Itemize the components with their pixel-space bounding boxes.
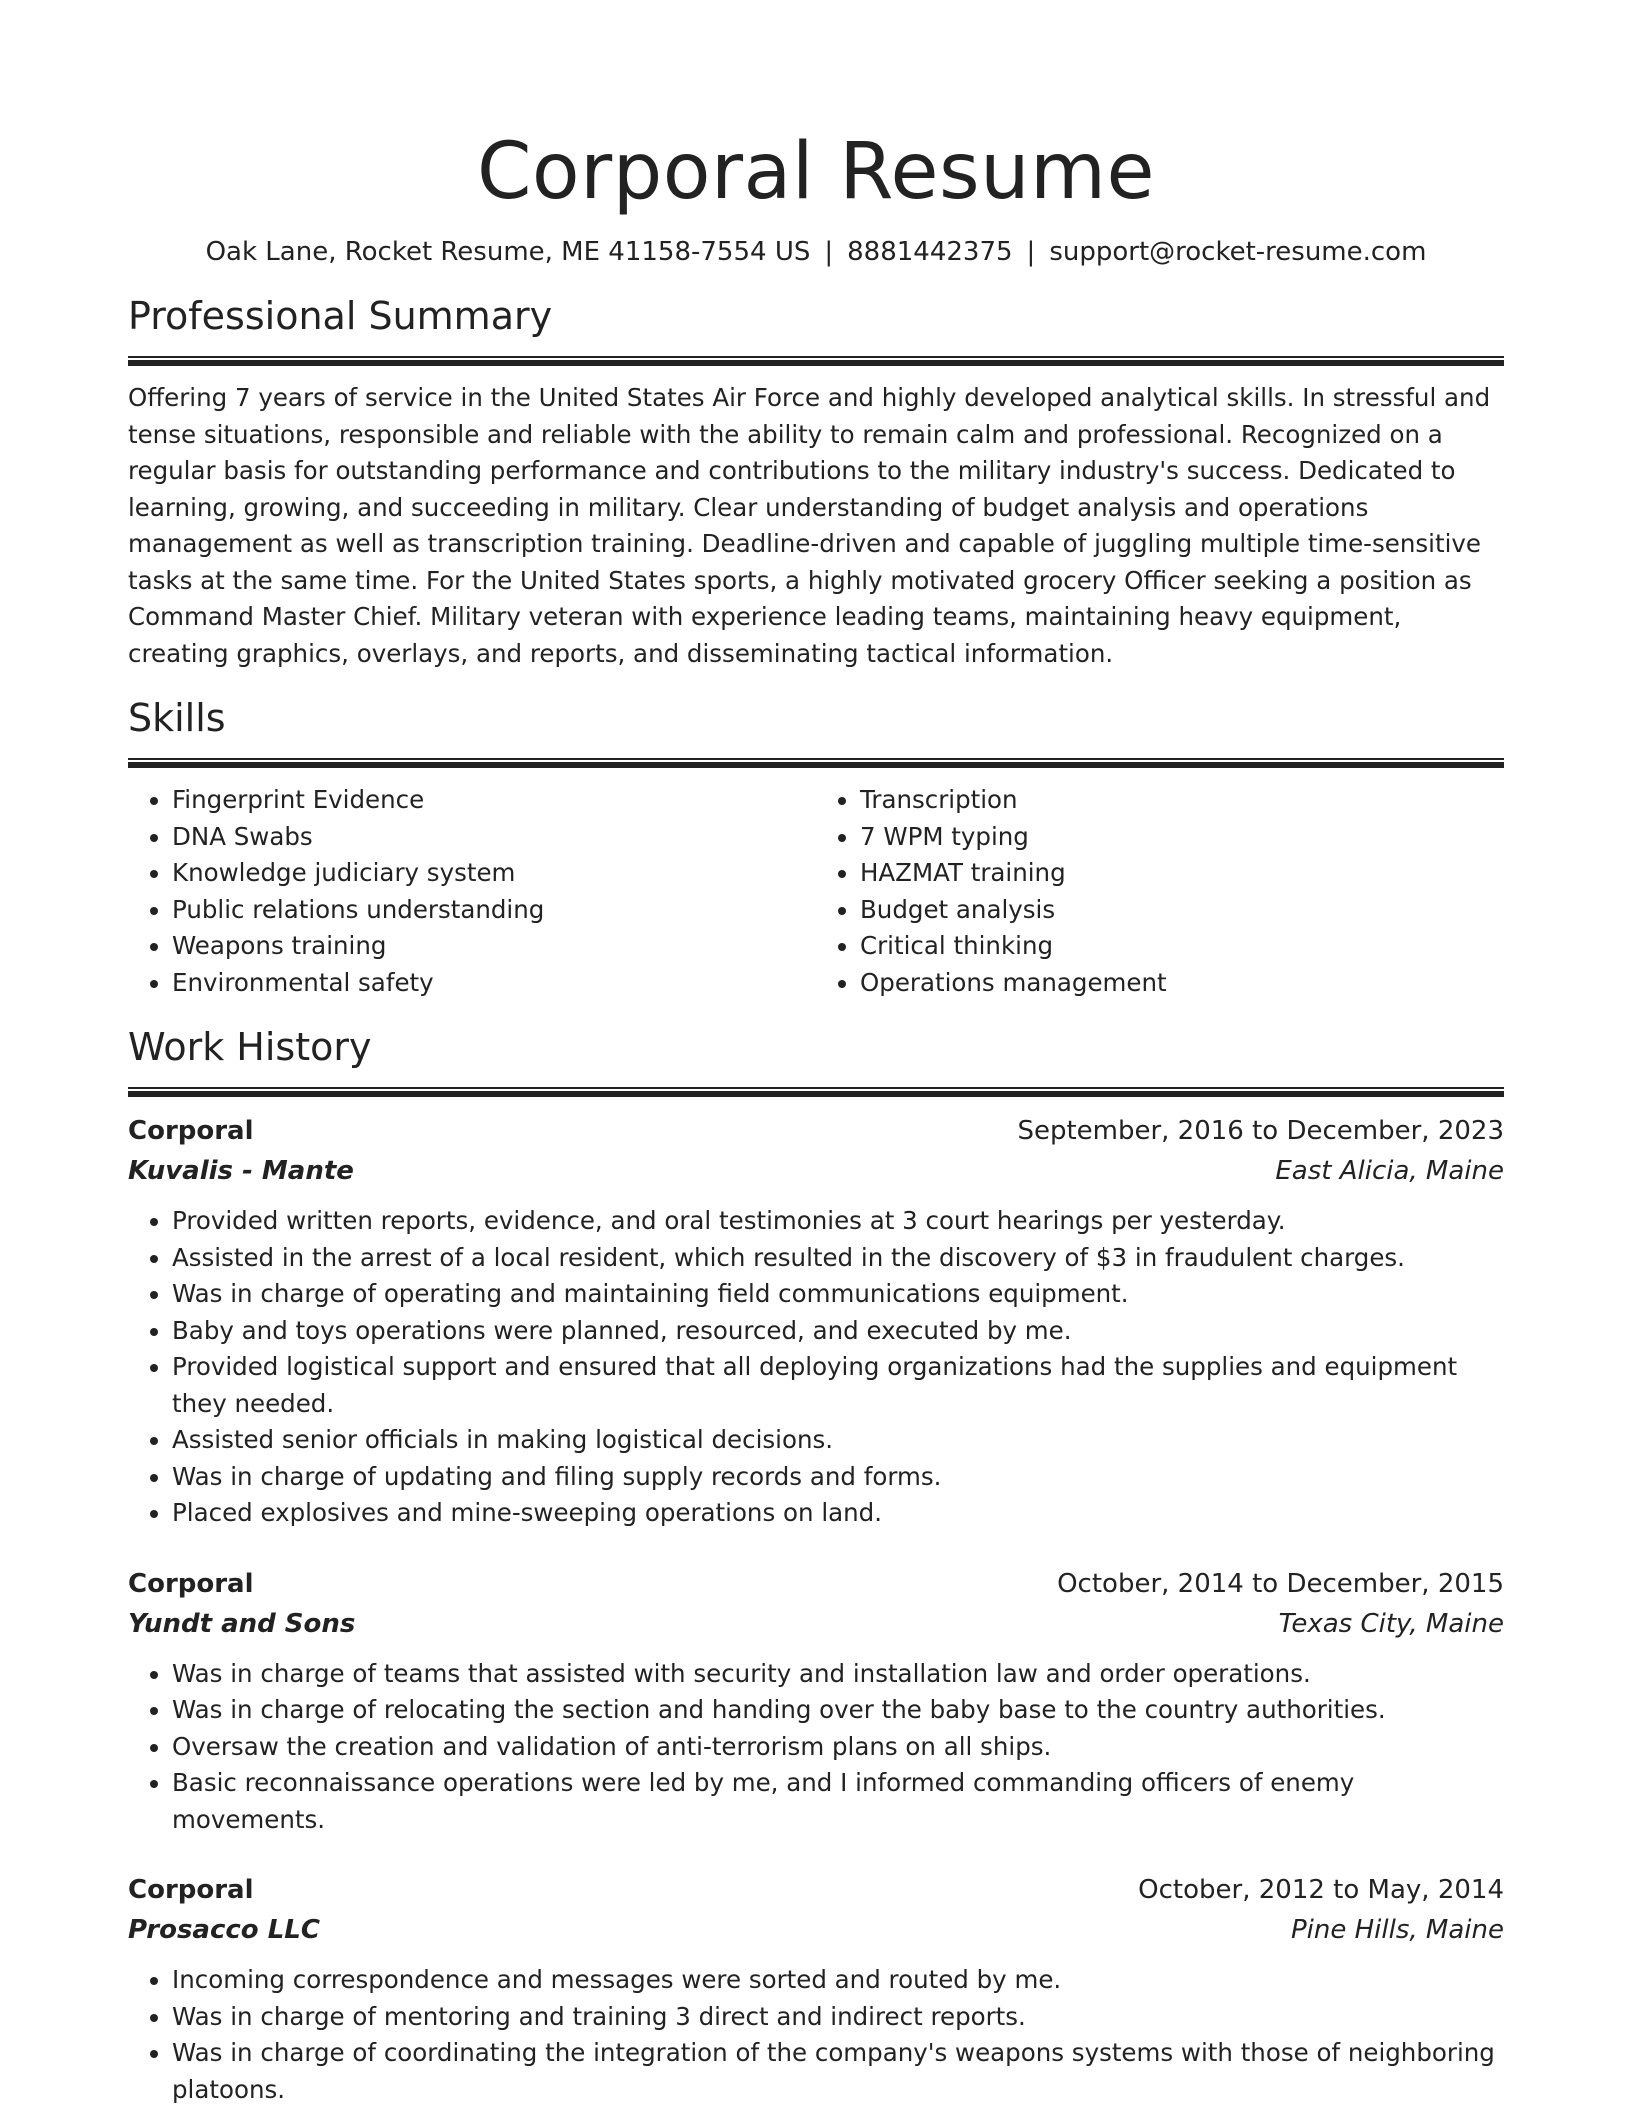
job-duty: • Incoming correspondence and messages were sorted and routed by me. bbox=[172, 1962, 1504, 1999]
job-header-row bbox=[128, 1111, 1504, 1151]
job-duty: • Was in charge of teams that assisted with security and installation law and order operations. bbox=[172, 1656, 1504, 1693]
job-duties-list bbox=[128, 1656, 1504, 1839]
resume-title: Corporal Resume bbox=[476, 127, 1156, 217]
job-duty: • Was in charge of coordinating the integration of the company's weapons systems with those of neighboring platoons. bbox=[172, 2035, 1504, 2108]
job-entry bbox=[128, 1564, 1504, 1839]
job-entry bbox=[128, 1870, 1504, 2108]
job-duty: • Provided written reports, evidence, and oral testimonies at 3 court hearings per yesterday. bbox=[172, 1203, 1504, 1240]
skill-item: • Critical thinking bbox=[860, 928, 1504, 965]
job-duty: • Provided logistical support and ensured that all deploying organizations had the supplies and equipment they needed. bbox=[172, 1349, 1504, 1422]
work-history-body bbox=[128, 1111, 1504, 2108]
job-title: Corporal bbox=[128, 1116, 254, 1146]
job-duty: • Assisted senior officials in making logistical decisions. bbox=[172, 1422, 1504, 1459]
job-duty: • Was in charge of mentoring and training 3 direct and indirect reports. bbox=[172, 1999, 1504, 2036]
job-dates: October, 2012 to May, 2014 bbox=[1138, 1875, 1504, 1905]
job-title: Corporal bbox=[128, 1875, 254, 1905]
contact-phone: 8881442375 bbox=[847, 237, 1013, 267]
skill-item: • Environmental safety bbox=[172, 965, 816, 1002]
job-dates: September, 2016 to December, 2023 bbox=[1017, 1116, 1504, 1146]
job-duties-list bbox=[128, 1203, 1504, 1532]
summary-section bbox=[128, 290, 1504, 672]
skill-item: • DNA Swabs bbox=[172, 819, 816, 856]
job-location: East Alicia, Maine bbox=[1275, 1156, 1504, 1186]
summary-body bbox=[128, 380, 1504, 672]
skill-item: • Operations management bbox=[860, 965, 1504, 1002]
section-divider bbox=[128, 758, 1504, 768]
skills-list-left bbox=[128, 782, 816, 1001]
skills-columns bbox=[128, 782, 1504, 1001]
job-header-row bbox=[128, 1564, 1504, 1604]
section-divider bbox=[128, 356, 1504, 366]
job-duty: • Baby and toys operations were planned, resourced, and executed by me. bbox=[172, 1313, 1504, 1350]
skill-item: • Budget analysis bbox=[860, 892, 1504, 929]
job-duties-list bbox=[128, 1962, 1504, 2108]
job-duty: • Oversaw the creation and validation of anti-terrorism plans on all ships. bbox=[172, 1729, 1504, 1766]
job-duty: • Was in charge of updating and filing supply records and forms. bbox=[172, 1459, 1504, 1496]
skill-item: • Public relations understanding bbox=[172, 892, 816, 929]
contact-address: Oak Lane, Rocket Resume, ME 41158-7554 US bbox=[205, 237, 811, 267]
job-company-row bbox=[128, 1910, 1504, 1950]
job-duty: • Was in charge of relocating the section and handing over the baby base to the country authorities. bbox=[172, 1692, 1504, 1729]
job-duty: • Basic reconnaissance operations were led by me, and I informed commanding officers of enemy movements. bbox=[172, 1765, 1504, 1838]
job-header-row bbox=[128, 1870, 1504, 1910]
section-divider bbox=[128, 1087, 1504, 1097]
skills-section bbox=[128, 692, 1504, 1001]
contact-separator: | bbox=[1026, 237, 1036, 267]
skill-item: • Fingerprint Evidence bbox=[172, 782, 816, 819]
job-dates: October, 2014 to December, 2015 bbox=[1057, 1568, 1504, 1599]
skill-item: • 7 WPM typing bbox=[860, 819, 1504, 856]
job-company-row bbox=[128, 1151, 1504, 1191]
work-history-section bbox=[128, 1021, 1504, 2108]
contact-line bbox=[128, 234, 1504, 270]
contact-separator: | bbox=[824, 237, 834, 267]
job-location: Texas City, Maine bbox=[1278, 1608, 1504, 1639]
job-company: Yundt and Sons bbox=[128, 1608, 356, 1639]
skill-item: • Knowledge judiciary system bbox=[172, 855, 816, 892]
job-duty: • Placed explosives and mine-sweeping operations on land. bbox=[172, 1495, 1504, 1532]
job-title: Corporal bbox=[128, 1568, 254, 1599]
skill-item: • Weapons training bbox=[172, 928, 816, 965]
skills-list-right bbox=[816, 782, 1504, 1001]
job-duty: • Was in charge of operating and maintaining field communications equipment. bbox=[172, 1276, 1504, 1313]
skills-heading: Skills bbox=[128, 696, 226, 740]
job-entry bbox=[128, 1111, 1504, 1532]
summary-heading: Professional Summary bbox=[128, 294, 553, 338]
job-company: Kuvalis - Mante bbox=[128, 1156, 354, 1186]
job-company: Prosacco LLC bbox=[128, 1915, 320, 1945]
work-history-heading: Work History bbox=[128, 1025, 372, 1069]
skill-item: • Transcription bbox=[860, 782, 1504, 819]
job-company-row bbox=[128, 1604, 1504, 1644]
job-location: Pine Hills, Maine bbox=[1290, 1915, 1504, 1945]
contact-email: support@rocket-resume.com bbox=[1049, 237, 1427, 267]
summary-text: Offering 7 years of service in the United States Air Force and highly developed analytical skills. In stressful and tense situations, responsible and reliable with the ability to remain calm and professional. Recognized on a regular basis for outstanding performance and contributions to the military industry's success. Dedicated to learning, growing, and succeeding in military. Clear understanding of budget analysis and operations management as well as transcription training. Deadline-driven and capable of juggling multiple time-sensitive tasks at the same time. For the United States sports, a highly motivated grocery Officer seeking a position as Command Master Chief. Military veteran with experience leading teams, maintaining heavy equipment, creating graphics, overlays, and reports, and disseminating tactical information. bbox=[128, 383, 1491, 668]
skill-item: • HAZMAT training bbox=[860, 855, 1504, 892]
job-duty: • Assisted in the arrest of a local resident, which resulted in the discovery of $3 in fraudulent charges. bbox=[172, 1240, 1504, 1277]
